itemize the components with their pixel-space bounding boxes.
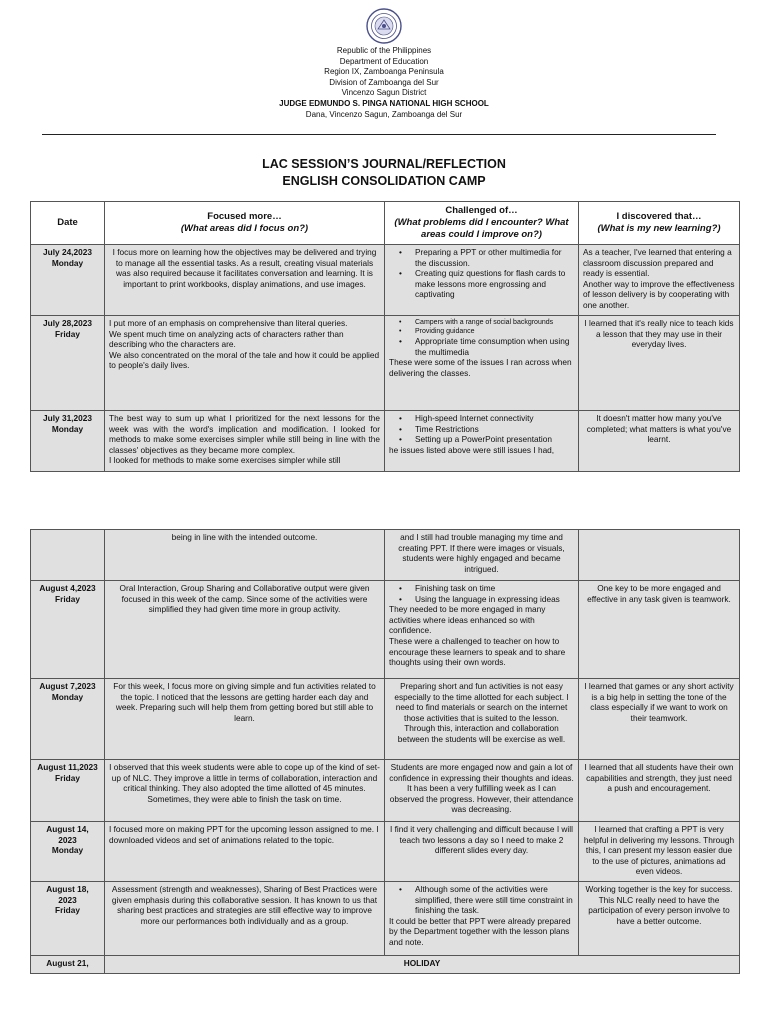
table-row (31, 760, 740, 822)
letterhead-line: Vincenzo Sagun District (341, 88, 427, 98)
list-item: • Providing guidance (389, 327, 574, 336)
row-focus: For this week, I focus more on giving simple and fun activities related to the topic. I noticed that the lessons are getting harder each day and week. Preparing such will help them from getting bored but still able to learn. (105, 679, 385, 760)
table-row (31, 679, 740, 760)
header-focus: Focused more… (What areas did I focus on?) (105, 202, 385, 245)
letterhead-line: Division of Zamboanga del Sur (329, 77, 439, 87)
header-challenged: Challenged of… (What problems did I encounter? What areas could I improve on?) (385, 202, 579, 245)
row-date (31, 530, 105, 581)
row-date: August 4,2023 Friday (31, 581, 105, 679)
row-challenged (385, 245, 579, 316)
list-item: • Campers with a range of social backgrounds (389, 318, 574, 327)
list-item: • Finishing task on time (389, 583, 574, 594)
row-discovered: Working together is the key for success. This NLC really need to have the participation of every person involve to have a better outcome. (579, 882, 740, 956)
holiday-label: HOLIDAY (105, 956, 740, 974)
row-date: July 28,2023 Friday (31, 316, 105, 411)
table-row (31, 822, 740, 882)
journal-table-page-2 (30, 529, 740, 974)
list-item: • Although some of the activities were simplified, there were still time constraint in finishing the task. (389, 884, 574, 916)
row-date: July 24,2023 Monday (31, 245, 105, 316)
row-focus: Assessment (strength and weaknesses), Sharing of Best Practices were given emphasis during this collaborative session. It has known to us that sharing best practices and strategies are still effective way to improve more our performances both individually and as a group. (105, 882, 385, 956)
table-header-row (31, 202, 740, 245)
row-date: August 7,2023 Monday (31, 679, 105, 760)
row-date: August 14, 2023 Monday (31, 822, 105, 882)
row-challenged: • Campers with a range of social backgrounds • Providing guidance • Appropriate time consumption when using the multimedia These were some of the issues I ran across when delivering the classes. (385, 316, 579, 411)
row-discovered: I learned that it's really nice to teach kids a lesson that they may use in their everyday lives. (579, 316, 740, 411)
letterhead-line: Department of Education (339, 56, 429, 66)
document-title (0, 156, 768, 190)
table-row (31, 411, 740, 472)
list-item: • High-speed Internet connectivity (389, 413, 574, 424)
letterhead-line: Region IX, Zamboanga Peninsula (324, 67, 444, 77)
header-date: Date (31, 202, 105, 245)
school-address: Dana, Vincenzo Sagun, Zamboanga del Sur (305, 109, 463, 119)
title-line-2: ENGLISH CONSOLIDATION CAMP (282, 174, 486, 188)
list-item: • Using the language in expressing ideas (389, 594, 574, 605)
row-date: August 18, 2023 Friday (31, 882, 105, 956)
title-line-1: LAC SESSION’S JOURNAL/REFLECTION (262, 157, 506, 171)
row-challenged: Students are more engaged now and gain a lot of confidence in expressing their thoughts and ideas. It has been a very fulfilling week as I can observed the progress. However, their attendance was decreasing. (385, 760, 579, 822)
header-divider (42, 134, 716, 135)
list-item: • Preparing a PPT or other multimedia for the discussion. (389, 247, 574, 268)
row-date: August 21, (31, 956, 105, 974)
table-row (31, 956, 740, 974)
row-challenged: Preparing short and fun activities is not easy especially to the time allotted for each subject. I need to find materials or search on the internet those activities that is suited to the lesson. Through this, interaction and collaboration between the students will be exercise as well. (385, 679, 579, 760)
row-date: July 31,2023 Monday (31, 411, 105, 472)
row-discovered (579, 530, 740, 581)
list-item: • Appropriate time consumption when using the multimedia (389, 336, 574, 357)
letterhead (0, 46, 768, 120)
table-row (31, 245, 740, 316)
row-date: August 11,2023 Friday (31, 760, 105, 822)
row-discovered: As a teacher, I've learned that entering a classroom discussion prepared and ready is essential. Another way to improve the effectiveness of lesson delivery is by cooperating with one another. (579, 245, 740, 316)
list-item: • Time Restrictions (389, 424, 574, 435)
table-row (31, 530, 740, 581)
letterhead-line: Republic of the Philippines (336, 46, 432, 55)
journal-table-page-1 (30, 201, 740, 472)
school-name: JUDGE EDMUNDO S. PINGA NATIONAL HIGH SCHOOL (279, 98, 489, 108)
row-focus: I observed that this week students were able to cope up of the kind of set-up of NLC. They improve a little in terms of collaboration, interaction and critical thinking. They also adopted the time allotted of 45 minutes. Sometimes, they were able to finish the task on time. (105, 760, 385, 822)
row-focus: I put more of an emphasis on comprehensive than literal queries. We spent much time on analyzing acts of characters rather than describing who the characters are. We also concentrated on the moral of the tale and how it could be applied to people's daily lives. (105, 316, 385, 411)
row-challenged: I find it very challenging and difficult because I will teach two lessons a day so I need to make 2 different slides every day. (385, 822, 579, 882)
table-row (31, 581, 740, 679)
row-discovered: I learned that crafting a PPT is very helpful in delivering my lessons. Through this, I can present my lesson easier due to the use of pictures, animations ad even videos. (579, 822, 740, 882)
row-challenged: • High-speed Internet connectivity • Time Restrictions • Setting up a PowerPoint presentation he issues listed above were still issues I had, (385, 411, 579, 472)
table-row (31, 882, 740, 956)
table-row (31, 316, 740, 411)
row-discovered: One key to be more engaged and effective in any task given is teamwork. (579, 581, 740, 679)
row-focus: I focused more on making PPT for the upcoming lesson assigned to me. I downloaded videos and set of animations related to the topic. (105, 822, 385, 882)
deped-seal-icon (366, 8, 402, 44)
row-challenged: • Finishing task on time • Using the language in expressing ideas They needed to be more engaged in many activities where ideas enhanced so with confidence. These were a challenged to teacher on how to encourage these learners to speak and to share thoughts using their own words. (385, 581, 579, 679)
row-challenged: and I still had trouble managing my time and creating PPT. If there were images or visuals, students were highly engaged and became intrigued. (385, 530, 579, 581)
row-discovered: I learned that all students have their own capabilities and strength, they just need a push and encouragement. (579, 760, 740, 822)
list-item: • Setting up a PowerPoint presentation (389, 434, 574, 445)
row-focus: The best way to sum up what I prioritized for the next lessons for the week was with the word's implication and modification. I looked for methods to make some exercises simpler while still being in line with the classes' objectives as they became more complex. I looked for methods to make some exercises simpler while still (105, 411, 385, 472)
row-challenged: • Although some of the activities were simplified, there were still time constraint in finishing the task. It could be better that PPT were already prepared by the Department together with the lesson plans and note. (385, 882, 579, 956)
list-item: • Creating quiz questions for flash cards to make lessons more engrossing and captivating (389, 268, 574, 300)
row-focus: Oral Interaction, Group Sharing and Collaborative output were given focused in this week of the camp. Since some of the activities were simplified they had given time more in group activity. (105, 581, 385, 679)
row-focus: being in line with the intended outcome. (105, 530, 385, 581)
row-discovered: I learned that games or any short activity is a big help in setting the tone of the class especially if we want to work on their teamwork. (579, 679, 740, 760)
row-discovered: It doesn't matter how many you've completed; what matters is what you've learnt. (579, 411, 740, 472)
header-discovered: I discovered that… (What is my new learning?) (579, 202, 740, 245)
row-focus: I focus more on learning how the objectives may be delivered and trying to manage all the essential tasks. As a result, creating visual materials was also required because it facilitates conversation and learning. It is important to print workbooks, display animations, and use images. (105, 245, 385, 316)
